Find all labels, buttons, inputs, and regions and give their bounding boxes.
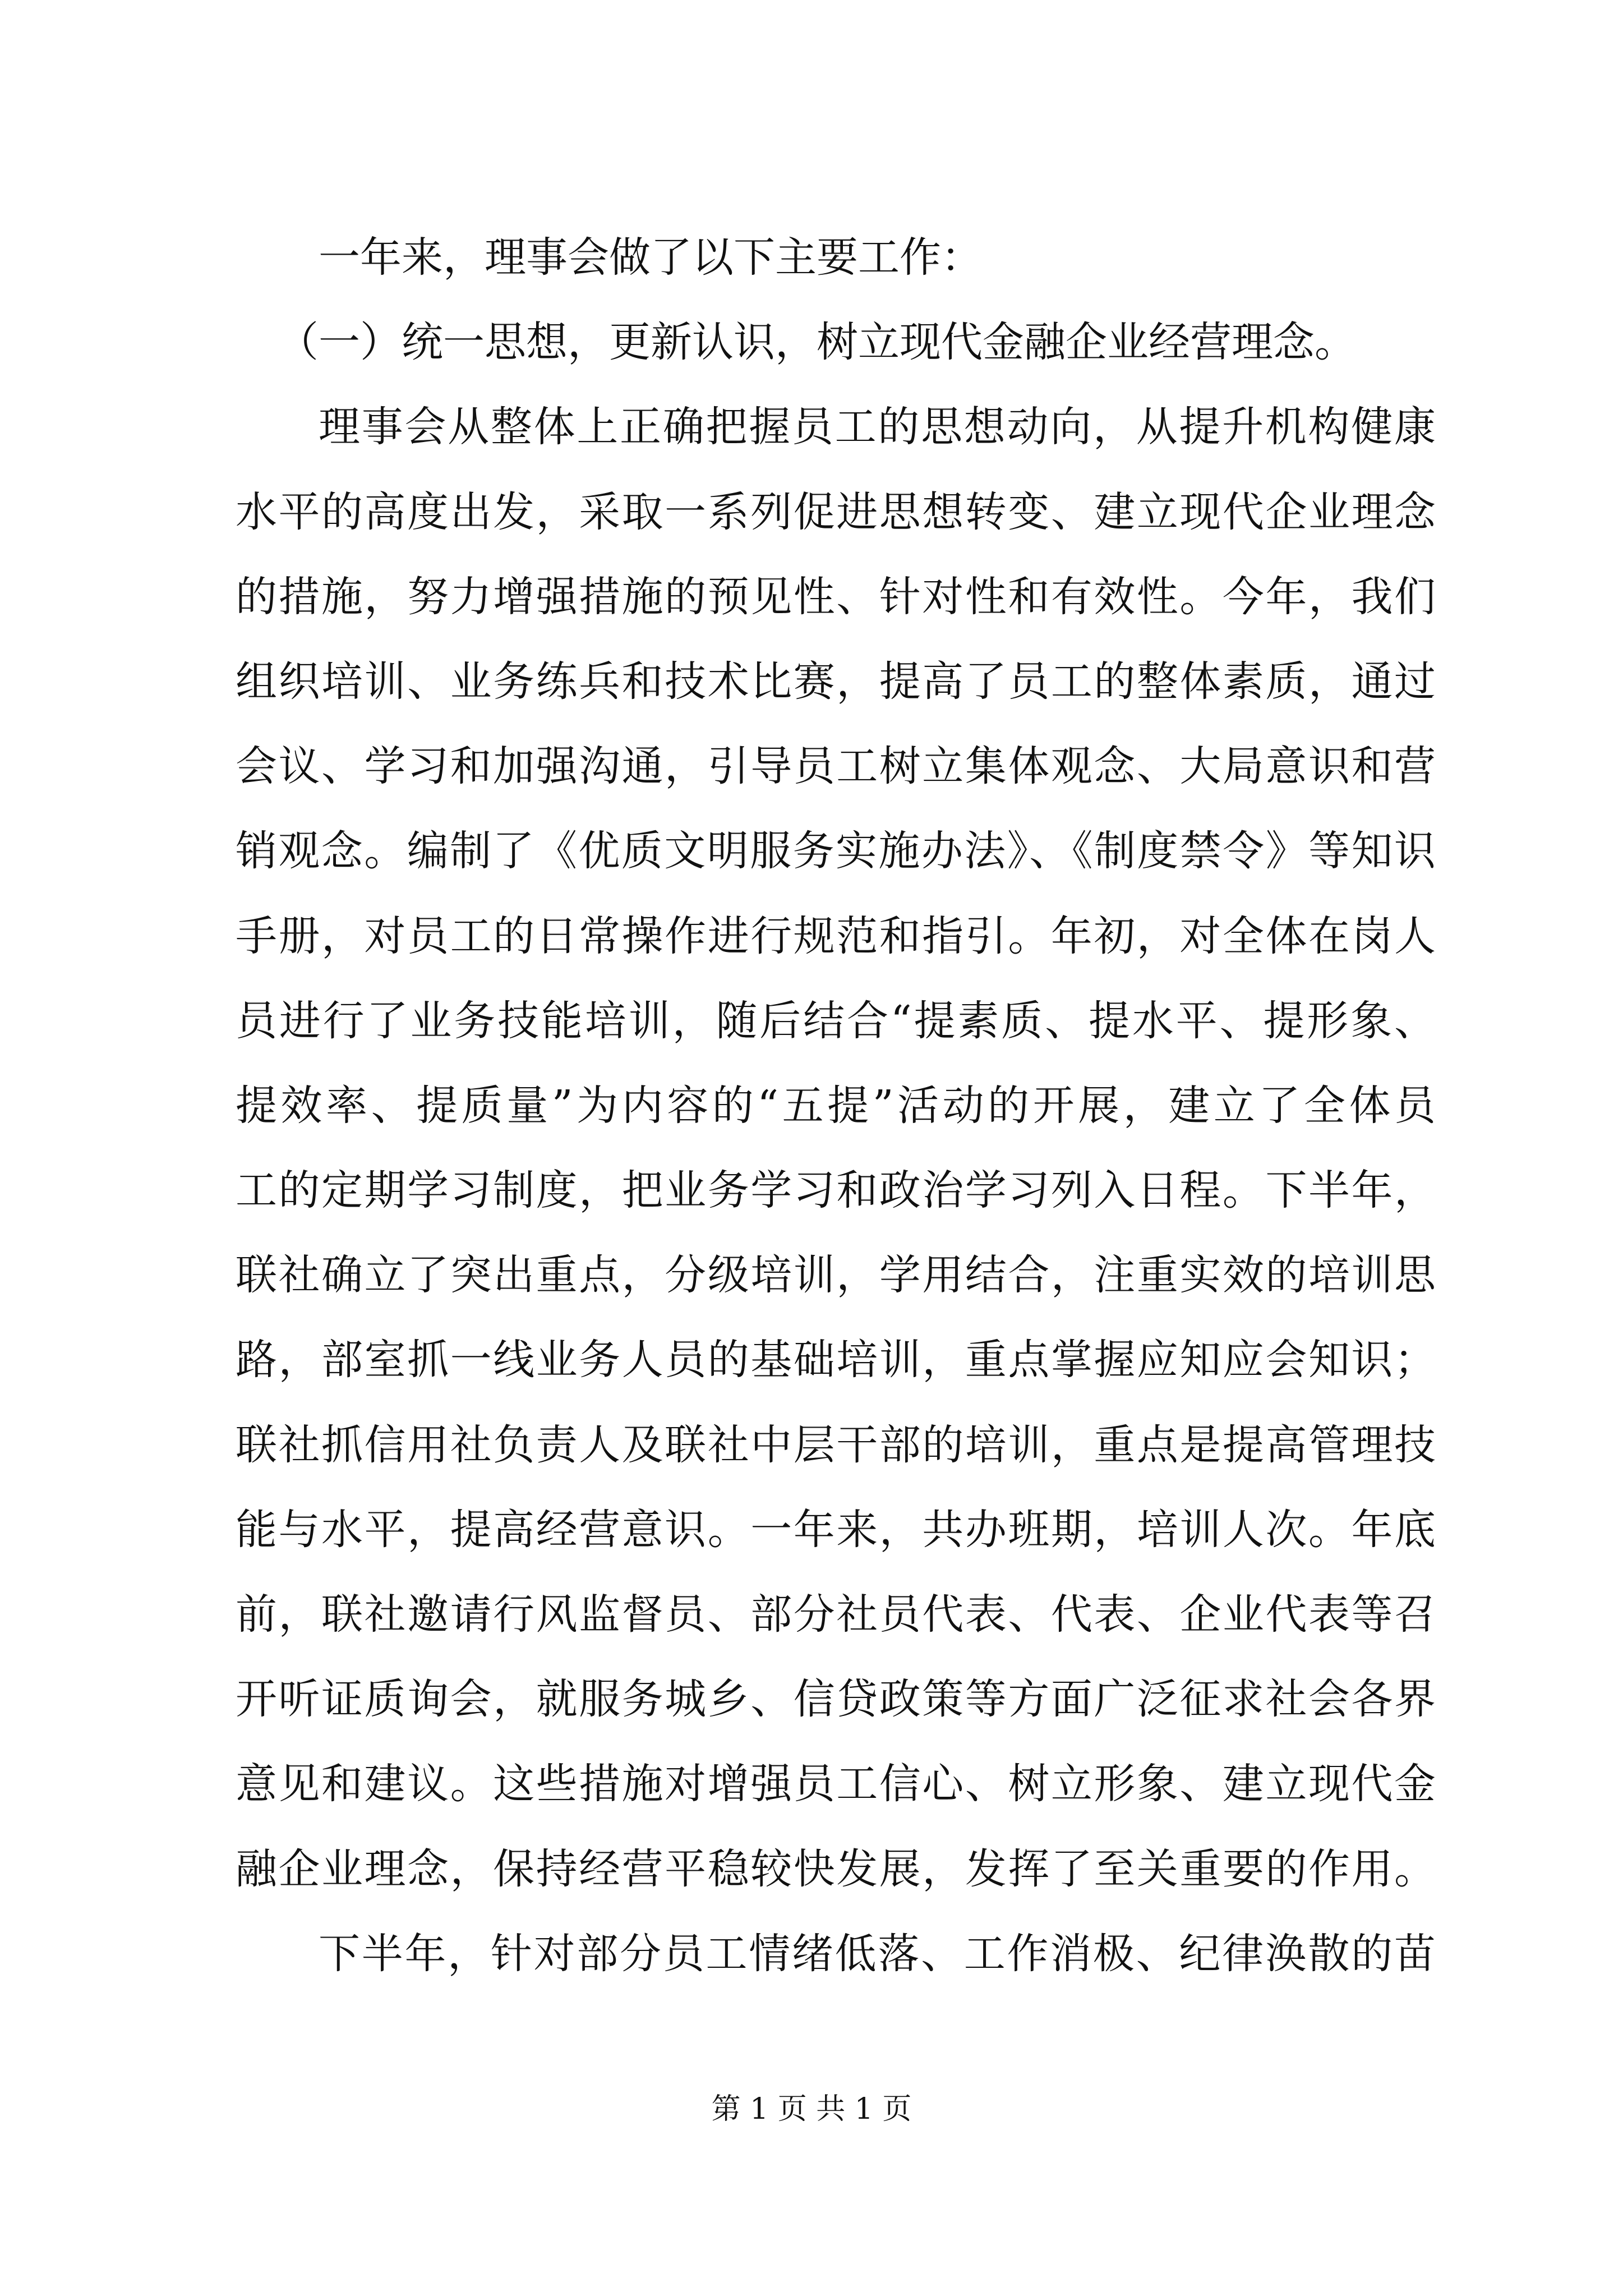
body-line: 员进行了业务技能培训，随后结合“提素质、提水平、提形象、 [236, 996, 1436, 1045]
body-line: 水平的高度出发，采取一系列促进思想转变、建立现代企业理念 [236, 487, 1436, 536]
body-line: 融企业理念，保持经营平稳较快发展，发挥了至关重要的作用。 [236, 1844, 1436, 1893]
section-heading: （一）统一思想，更新认识，树立现代金融企业经营理念。 [277, 318, 1356, 367]
body-line: 会议、学习和加强沟通，引导员工树立集体观念、大局意识和营 [236, 742, 1436, 791]
body-line: 的措施，努力增强措施的预见性、针对性和有效性。今年，我们 [236, 572, 1436, 621]
body-line: 销观念。编制了《优质文明服务实施办法》、《制度禁令》等知识 [236, 827, 1436, 876]
body-text [236, 215, 1436, 1996]
body-line: 联社抓信用社负责人及联社中层干部的培训，重点是提高管理技 [236, 1420, 1436, 1469]
body-line: 下半年，针对部分员工情绪低落、工作消极、纪律涣散的苗 [319, 1929, 1436, 1978]
body-line: 理事会从整体上正确把握员工的思想动向，从提升机构健康 [319, 403, 1436, 452]
body-line: 意见和建议。这些措施对增强员工信心、树立形象、建立现代金 [236, 1760, 1436, 1809]
body-line: 能与水平，提高经营意识。一年来，共办班期，培训人次。年底 [236, 1505, 1436, 1554]
body-line: 路，部室抓一线业务人员的基础培训，重点掌握应知应会知识； [236, 1336, 1436, 1384]
body-line: 提效率、提质量”为内容的“五提”活动的开展，建立了全体员 [236, 1081, 1436, 1130]
body-line: 手册，对员工的日常操作进行规范和指引。年初，对全体在岗人 [236, 912, 1436, 960]
body-line: 前，联社邀请行风监督员、部分社员代表、代表、企业代表等召 [236, 1590, 1436, 1639]
paragraph-intro: 一年来，理事会做了以下主要工作： [319, 233, 983, 282]
body-line: 组织培训、业务练兵和技术比赛，提高了员工的整体素质，通过 [236, 657, 1436, 706]
body-line: 工的定期学习制度，把业务学习和政治学习列入日程。下半年， [236, 1166, 1436, 1215]
page-number-footer: 第 1 页 共 1 页 [711, 2092, 912, 2126]
body-line: 开听证质询会，就服务城乡、信贷政策等方面广泛征求社会各界 [236, 1675, 1436, 1724]
body-line: 联社确立了突出重点，分级培训，学用结合，注重实效的培训思 [236, 1251, 1436, 1300]
